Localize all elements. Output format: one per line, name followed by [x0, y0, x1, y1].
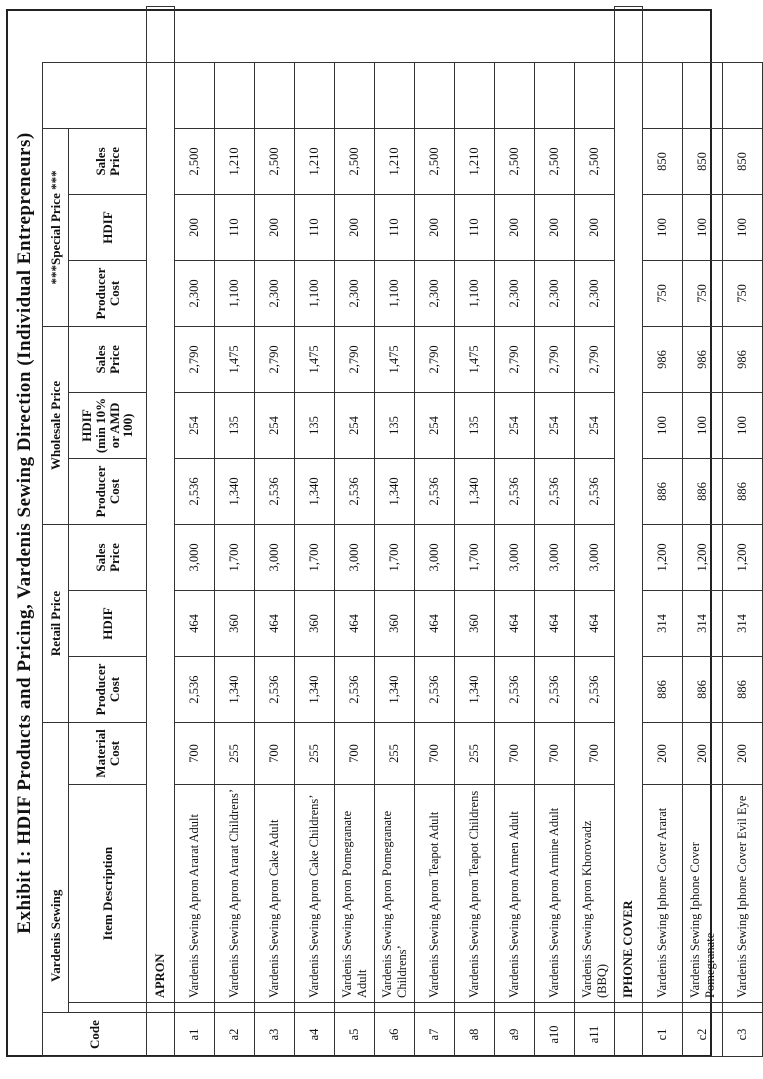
value-material: 200 — [723, 723, 763, 785]
value-material: 255 — [375, 723, 415, 785]
value-s-sales: 2,500 — [335, 128, 375, 194]
value-material: 700 — [495, 723, 535, 785]
item-code: a9 — [495, 1013, 535, 1057]
value-s-sales: 2,500 — [535, 128, 575, 194]
spacer-cell — [495, 1003, 535, 1013]
special-price-header: ***Special Price *** — [43, 128, 69, 326]
table-row — [335, 6, 375, 1056]
value-w-hdif: 254 — [175, 392, 215, 458]
value-s-prod: 2,300 — [175, 260, 215, 326]
item-description: Vardenis Sewing Apron Cake Childrens’ — [295, 785, 335, 1003]
value-r-sales: 3,000 — [175, 524, 215, 590]
item-code: c2 — [683, 1013, 723, 1057]
value-w-sales: 986 — [723, 326, 763, 392]
value-s-prod: 2,300 — [335, 260, 375, 326]
value-s-sales: 2,500 — [575, 128, 615, 194]
value-w-prod: 886 — [723, 458, 763, 524]
section-spacer-cell — [147, 1003, 175, 1013]
value-w-prod: 2,536 — [255, 458, 295, 524]
value-material: 700 — [255, 723, 295, 785]
value-w-hdif: 254 — [415, 392, 455, 458]
table-row — [255, 6, 295, 1056]
wholesale-producer-cost-header: Producer Cost — [69, 458, 147, 524]
table-body — [147, 6, 763, 1056]
spacer-cell — [643, 62, 683, 128]
table-row — [723, 6, 763, 1056]
value-r-sales: 1,700 — [215, 524, 255, 590]
value-w-prod: 1,340 — [455, 458, 495, 524]
value-material: 700 — [335, 723, 375, 785]
spacer-cell — [535, 62, 575, 128]
value-s-sales: 2,500 — [495, 128, 535, 194]
section-spacer-cell — [147, 6, 175, 62]
value-s-hdif: 110 — [215, 194, 255, 260]
value-w-hdif: 254 — [535, 392, 575, 458]
value-w-sales: 986 — [643, 326, 683, 392]
item-code: c1 — [643, 1013, 683, 1057]
value-w-prod: 2,536 — [175, 458, 215, 524]
spacer-cell — [335, 1003, 375, 1013]
wholesale-hdif-header: HDIF (min 10% or AMD 100) — [69, 392, 147, 458]
spacer-cell — [683, 1003, 723, 1013]
value-r-hdif: 314 — [723, 591, 763, 657]
value-material: 700 — [175, 723, 215, 785]
retail-producer-cost-header: Producer Cost — [69, 657, 147, 723]
value-w-prod: 2,536 — [415, 458, 455, 524]
retail-sales-price-header: Sales Price — [69, 524, 147, 590]
value-r-sales: 1,200 — [643, 524, 683, 590]
item-description: Vardenis Sewing Apron Armine Adult — [535, 785, 575, 1003]
value-w-prod: 886 — [643, 458, 683, 524]
value-s-prod: 2,300 — [575, 260, 615, 326]
value-r-hdif: 464 — [535, 591, 575, 657]
value-w-sales: 2,790 — [255, 326, 295, 392]
spacer-col — [43, 62, 147, 128]
value-r-sales: 3,000 — [495, 524, 535, 590]
value-s-sales: 1,210 — [455, 128, 495, 194]
value-r-hdif: 464 — [415, 591, 455, 657]
spacer-cell — [535, 1003, 575, 1013]
section-spacer-cell — [615, 1003, 643, 1013]
wholesale-price-header: Wholesale Price — [43, 326, 69, 524]
value-w-hdif: 135 — [295, 392, 335, 458]
value-r-hdif: 360 — [375, 591, 415, 657]
pricing-table — [42, 6, 763, 1057]
value-w-prod: 886 — [683, 458, 723, 524]
value-s-hdif: 200 — [415, 194, 455, 260]
item-code: a8 — [455, 1013, 495, 1057]
table-row — [415, 6, 455, 1056]
value-s-hdif: 110 — [375, 194, 415, 260]
value-w-prod: 2,536 — [335, 458, 375, 524]
value-w-sales: 1,475 — [295, 326, 335, 392]
value-s-sales: 850 — [723, 128, 763, 194]
spacer-cell — [415, 62, 455, 128]
value-r-sales: 1,700 — [375, 524, 415, 590]
value-r-prod: 2,536 — [335, 657, 375, 723]
spacer-cell — [255, 1003, 295, 1013]
value-r-sales: 3,000 — [255, 524, 295, 590]
value-s-hdif: 110 — [295, 194, 335, 260]
value-r-hdif: 464 — [335, 591, 375, 657]
value-w-sales: 1,475 — [455, 326, 495, 392]
value-r-prod: 1,340 — [215, 657, 255, 723]
spacer-col-b — [69, 1003, 147, 1013]
special-hdif-header: HDIF — [69, 194, 147, 260]
value-w-hdif: 135 — [455, 392, 495, 458]
item-code: a7 — [415, 1013, 455, 1057]
spacer-cell — [575, 1003, 615, 1013]
value-s-hdif: 100 — [643, 194, 683, 260]
value-material: 255 — [295, 723, 335, 785]
spacer-cell — [175, 62, 215, 128]
spacer-cell — [175, 1003, 215, 1013]
spacer-cell — [455, 62, 495, 128]
table-row — [495, 6, 535, 1056]
item-code: a1 — [175, 1013, 215, 1057]
value-w-prod: 2,536 — [495, 458, 535, 524]
item-description: Vardenis Sewing Apron Khorovadz (BBQ) — [575, 785, 615, 1003]
value-s-hdif: 200 — [335, 194, 375, 260]
wholesale-sales-price-header: Sales Price — [69, 326, 147, 392]
value-r-prod: 2,536 — [495, 657, 535, 723]
item-code: a4 — [295, 1013, 335, 1057]
spacer-cell — [415, 1003, 455, 1013]
spacer-cell — [255, 62, 295, 128]
value-w-sales: 2,790 — [575, 326, 615, 392]
table-row — [375, 6, 415, 1056]
value-w-hdif: 135 — [215, 392, 255, 458]
table-row — [175, 6, 215, 1056]
value-w-hdif: 254 — [335, 392, 375, 458]
item-code: a3 — [255, 1013, 295, 1057]
value-w-prod: 2,536 — [535, 458, 575, 524]
value-w-hdif: 100 — [683, 392, 723, 458]
value-s-sales: 2,500 — [415, 128, 455, 194]
item-code: a5 — [335, 1013, 375, 1057]
value-s-hdif: 100 — [723, 194, 763, 260]
value-s-prod: 750 — [723, 260, 763, 326]
value-r-sales: 1,200 — [683, 524, 723, 590]
value-r-hdif: 464 — [175, 591, 215, 657]
item-description: Vardenis Sewing Apron Ararat Adult — [175, 785, 215, 1003]
value-r-hdif: 360 — [455, 591, 495, 657]
item-code: c3 — [723, 1013, 763, 1057]
value-r-prod: 886 — [683, 657, 723, 723]
spacer-cell — [295, 62, 335, 128]
table-row — [295, 6, 335, 1056]
item-code: a6 — [375, 1013, 415, 1057]
value-r-sales: 1,700 — [455, 524, 495, 590]
item-description: Vardenis Sewing Iphone Cover Ararat — [643, 785, 683, 1003]
item-description-header: Item Description — [69, 785, 147, 1003]
value-w-sales: 2,790 — [415, 326, 455, 392]
spacer-cell — [495, 62, 535, 128]
table-row — [683, 6, 723, 1056]
spacer-cell — [375, 62, 415, 128]
value-r-sales: 3,000 — [415, 524, 455, 590]
value-w-sales: 986 — [683, 326, 723, 392]
value-r-prod: 1,340 — [375, 657, 415, 723]
value-s-prod: 1,100 — [455, 260, 495, 326]
value-s-prod: 1,100 — [375, 260, 415, 326]
value-r-sales: 3,000 — [335, 524, 375, 590]
value-w-prod: 1,340 — [215, 458, 255, 524]
value-s-hdif: 200 — [495, 194, 535, 260]
value-s-sales: 1,210 — [215, 128, 255, 194]
section-code-cell — [147, 1013, 175, 1057]
spacer-cell — [375, 1003, 415, 1013]
value-material: 700 — [535, 723, 575, 785]
section-row — [147, 6, 175, 1056]
value-s-sales: 850 — [643, 128, 683, 194]
group-header: Vardenis Sewing — [43, 723, 69, 1013]
spacer-cell — [575, 62, 615, 128]
value-r-prod: 2,536 — [535, 657, 575, 723]
value-s-prod: 750 — [643, 260, 683, 326]
special-sales-price-header: Sales Price — [69, 128, 147, 194]
value-r-prod: 2,536 — [575, 657, 615, 723]
value-r-hdif: 314 — [683, 591, 723, 657]
value-r-prod: 2,536 — [175, 657, 215, 723]
value-w-hdif: 135 — [375, 392, 415, 458]
section-heading: IPHONE COVER — [615, 62, 643, 1002]
value-r-sales: 1,200 — [723, 524, 763, 590]
spacer-cell — [215, 1003, 255, 1013]
spacer-cell — [335, 62, 375, 128]
material-cost-header: Material Cost — [69, 723, 147, 785]
spacer-cell — [723, 62, 763, 128]
item-description: Vardenis Sewing Apron Teapot Childrens — [455, 785, 495, 1003]
value-material: 200 — [643, 723, 683, 785]
value-r-hdif: 314 — [643, 591, 683, 657]
table-row — [575, 6, 615, 1056]
value-w-sales: 1,475 — [375, 326, 415, 392]
section-code-cell — [615, 1013, 643, 1057]
value-r-sales: 1,700 — [295, 524, 335, 590]
value-s-hdif: 200 — [175, 194, 215, 260]
spacer-cell — [643, 1003, 683, 1013]
value-s-prod: 750 — [683, 260, 723, 326]
value-s-prod: 2,300 — [535, 260, 575, 326]
value-w-hdif: 254 — [575, 392, 615, 458]
value-s-sales: 2,500 — [175, 128, 215, 194]
value-w-prod: 2,536 — [575, 458, 615, 524]
value-s-hdif: 200 — [575, 194, 615, 260]
value-s-hdif: 110 — [455, 194, 495, 260]
spacer-cell — [455, 1003, 495, 1013]
item-description: Vardenis Sewing Apron Armen Adult — [495, 785, 535, 1003]
item-description: Vardenis Sewing Iphone Cover Pomegranate — [683, 785, 723, 1003]
table-row — [643, 6, 683, 1056]
item-code: a10 — [535, 1013, 575, 1057]
value-s-prod: 2,300 — [415, 260, 455, 326]
value-r-prod: 1,340 — [295, 657, 335, 723]
value-r-hdif: 360 — [215, 591, 255, 657]
value-material: 200 — [683, 723, 723, 785]
value-s-hdif: 100 — [683, 194, 723, 260]
exhibit-title: Exhibit I: HDIF Products and Pricing, Vardenis Sewing Direction (Individual Entrepreneurs) — [14, 132, 35, 934]
value-r-prod: 886 — [643, 657, 683, 723]
value-r-hdif: 464 — [495, 591, 535, 657]
value-r-prod: 2,536 — [255, 657, 295, 723]
section-spacer-cell — [615, 6, 643, 62]
value-r-hdif: 464 — [255, 591, 295, 657]
section-heading: APRON — [147, 62, 175, 1002]
item-description: Vardenis Sewing Iphone Cover Evil Eye — [723, 785, 763, 1003]
value-s-prod: 2,300 — [495, 260, 535, 326]
value-r-sales: 3,000 — [575, 524, 615, 590]
item-code: a2 — [215, 1013, 255, 1057]
value-w-sales: 2,790 — [495, 326, 535, 392]
spacer-cell — [723, 1003, 763, 1013]
retail-price-header: Retail Price — [43, 524, 69, 722]
value-w-prod: 1,340 — [375, 458, 415, 524]
value-r-prod: 1,340 — [455, 657, 495, 723]
value-w-prod: 1,340 — [295, 458, 335, 524]
value-r-hdif: 464 — [575, 591, 615, 657]
item-description: Vardenis Sewing Apron Ararat Childrens’ — [215, 785, 255, 1003]
section-row — [615, 6, 643, 1056]
table-row — [455, 6, 495, 1056]
value-w-hdif: 254 — [255, 392, 295, 458]
value-w-sales: 1,475 — [215, 326, 255, 392]
value-s-prod: 2,300 — [255, 260, 295, 326]
value-s-sales: 1,210 — [375, 128, 415, 194]
special-producer-cost-header: Producer Cost — [69, 260, 147, 326]
table-row — [215, 6, 255, 1056]
value-w-sales: 2,790 — [535, 326, 575, 392]
code-header: Code — [43, 1013, 147, 1057]
value-s-sales: 2,500 — [255, 128, 295, 194]
value-material: 700 — [575, 723, 615, 785]
value-s-prod: 1,100 — [215, 260, 255, 326]
value-r-sales: 3,000 — [535, 524, 575, 590]
value-w-hdif: 100 — [723, 392, 763, 458]
value-w-sales: 2,790 — [175, 326, 215, 392]
item-description: Vardenis Sewing Apron Cake Adult — [255, 785, 295, 1003]
value-w-hdif: 254 — [495, 392, 535, 458]
table-row — [535, 6, 575, 1056]
rotated-exhibit — [0, 5, 750, 1065]
value-material: 255 — [455, 723, 495, 785]
value-r-hdif: 360 — [295, 591, 335, 657]
spacer-cell — [215, 62, 255, 128]
value-s-prod: 1,100 — [295, 260, 335, 326]
item-description: Vardenis Sewing Apron Teapot Adult — [415, 785, 455, 1003]
value-material: 255 — [215, 723, 255, 785]
value-r-prod: 2,536 — [415, 657, 455, 723]
item-description: Vardenis Sewing Apron Pomegranate Childrens’ — [375, 785, 415, 1003]
value-s-hdif: 200 — [535, 194, 575, 260]
spacer-cell — [683, 62, 723, 128]
retail-hdif-header: HDIF — [69, 591, 147, 657]
item-code: a11 — [575, 1013, 615, 1057]
value-s-hdif: 200 — [255, 194, 295, 260]
spacer-cell — [295, 1003, 335, 1013]
value-w-hdif: 100 — [643, 392, 683, 458]
value-w-sales: 2,790 — [335, 326, 375, 392]
value-r-prod: 886 — [723, 657, 763, 723]
item-description: Vardenis Sewing Apron Pomegranate Adult — [335, 785, 375, 1003]
value-s-sales: 1,210 — [295, 128, 335, 194]
value-s-sales: 850 — [683, 128, 723, 194]
value-material: 700 — [415, 723, 455, 785]
